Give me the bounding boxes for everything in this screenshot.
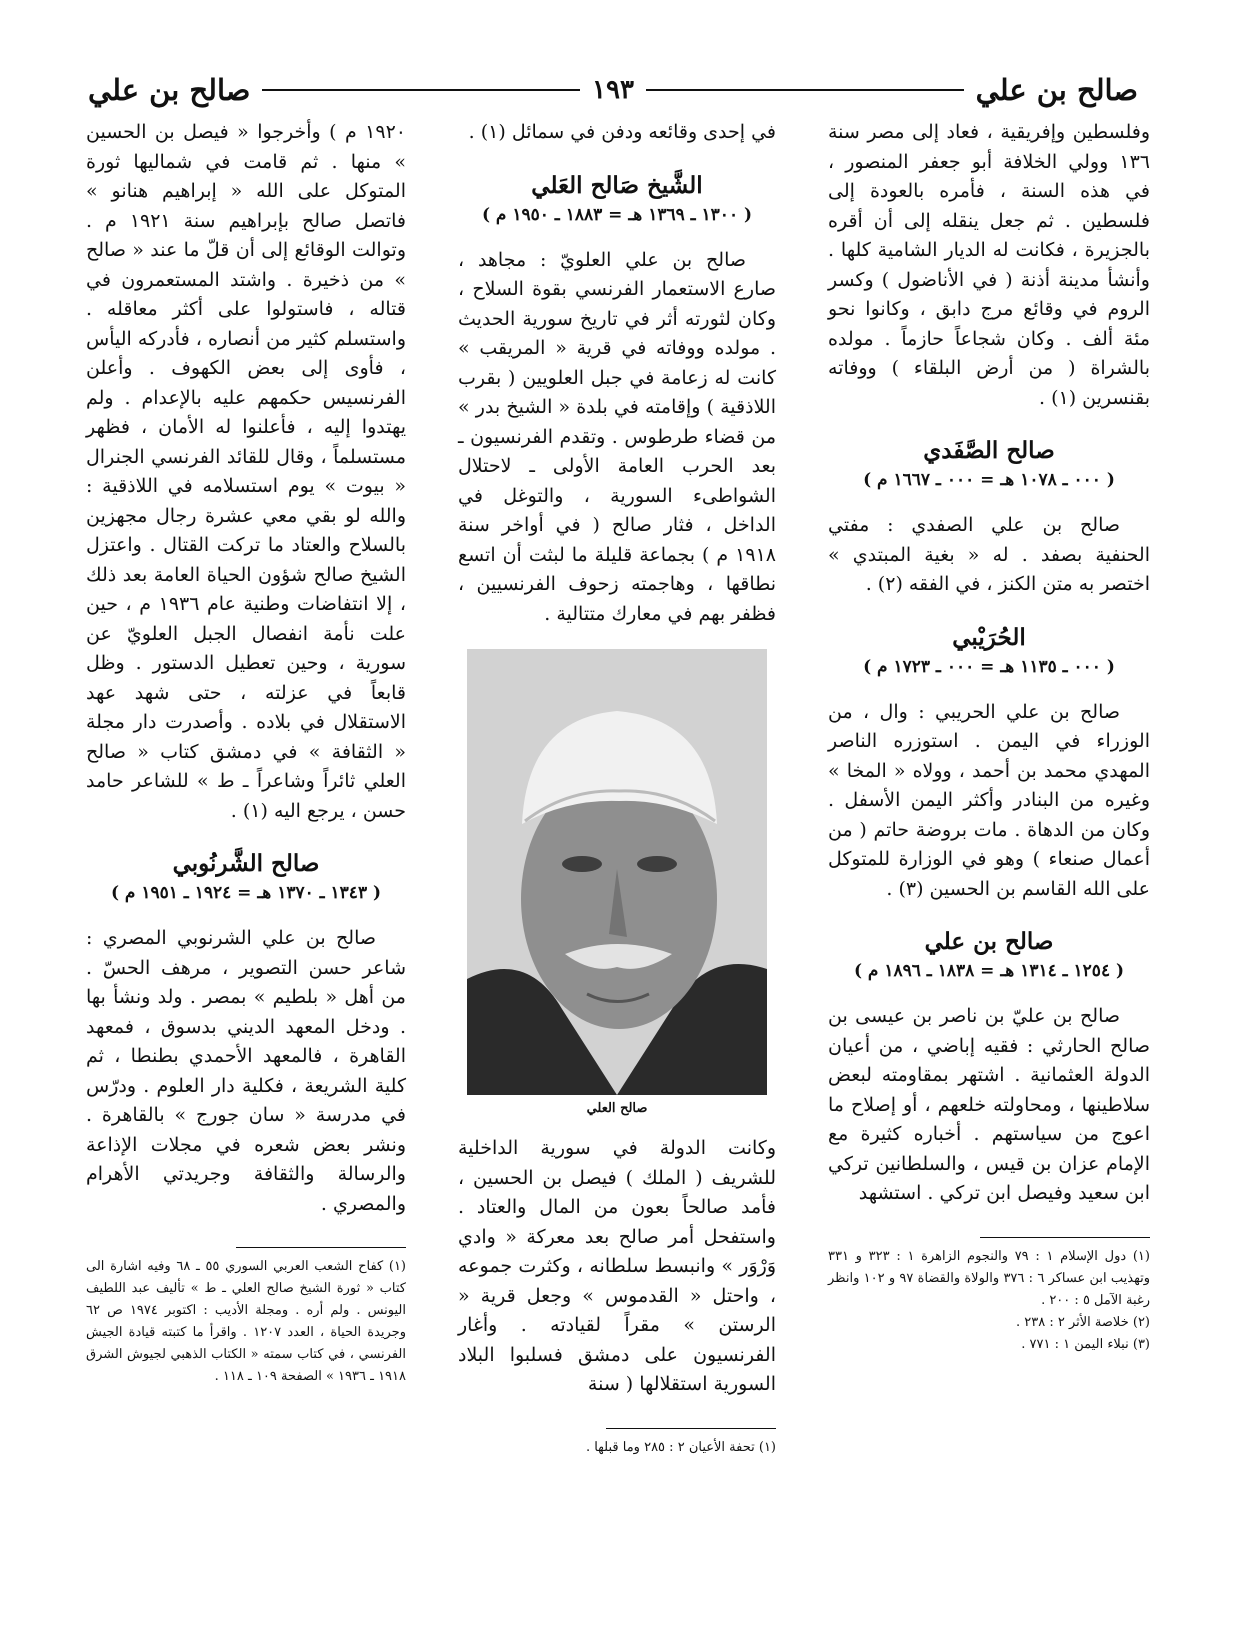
- entry-text: صالح بن علي العلويّ : مجاهد ، صارع الاستعمار الفرنسي بقوة السلاح ، وكان لثورته أثر في تاريخ سورية الحديث . مولده ووفاته في قرية « المريقب » كانت له زعامة في جبل العلويين ( بقرب اللاذقية ) وإقامته في بلدة « الشيخ بدر » من قضاء طرطوس . وتقدم الفرنسيون ـ بعد الحرب العامة الأولى ـ لاحتلال الشواطىء السورية ، والتوغل في الداخل ، فثار صالح ( في أواخر سنة ١٩١٨ م ) بجماعة قليلة ما لبثت أن اتسع نطاقها ، وهاجمته زحوف الفرنسيين ، فظفر بهم في معارك متتالية .: [458, 248, 776, 625]
- footnote: (٢) خلاصة الأثر ٢ : ٢٣٨ .: [1015, 1314, 1150, 1330]
- entry-heading: [828, 435, 1150, 493]
- entry-dates: ( ١٣٠٠ ـ ١٣٦٩ هـ = ١٨٨٣ ـ ١٩٥٠ م ): [481, 204, 753, 225]
- entry-text: صالح بن علي الحريبي : وال ، من الوزراء في اليمن . استوزره الناصر المهدي محمد بن أحمد ، وولاه « المخا » وغيره من البنادر وأكثر اليمن الأسفل . وكان من الدهاة . مات بروضة حاتم ( من أعمال صنعاء ) وهو في الوزارة للمتوكل على الله القاسم بن الحسين (٣) .: [828, 700, 1150, 900]
- entry-dates: ( ١٣٤٣ ـ ١٣٧٠ هـ = ١٩٢٤ ـ ١٩٥١ م ): [110, 883, 382, 903]
- entry-heading: [86, 848, 406, 906]
- entry-text: صالح بن عليّ بن ناصر بن عيسى بن صالح الحارثي : فقيه إباضي ، من أعيان الدولة العثمانية . اشتهر بمقاومته لبعض سلاطينها ، ومحاولته خلعهم ، أو إصلاح ما اعوج من سياستهم . أخباره كثيرة مع الإمام عزان بن قيس ، والسلطانين تركي ابن سعيد وفيصل ابن تركي . استشهد: [828, 1005, 1150, 1204]
- header-rule-right: [646, 89, 964, 91]
- entry-heading: [458, 170, 776, 228]
- running-header: [88, 70, 1138, 110]
- portrait-caption: صالح العلي: [586, 1101, 648, 1116]
- entry-name: صالح الصَّفَدي: [923, 437, 1055, 464]
- paragraph: وكانت الدولة في سورية الداخلية للشريف ( الملك ) فيصل بن الحسين ، فأمد صالحاً بعون من المال والعتاد . واستفحل أمر صالح بعد معركة « وادي وَرْوَر » وانبسط سلطانه ، وكثرت جموعه ، واحتل « القدموس » وجعل قرية « الرستن » مقراً لقيادته . وأغار الفرنسيون على دمشق فسلبوا البلاد السورية استقلالها ( سنة: [458, 1137, 776, 1395]
- entry-name: الحُرَيْبي: [952, 623, 1026, 651]
- portrait-figure: [467, 649, 767, 1116]
- footnote-rule: [236, 1247, 406, 1248]
- paragraph-continued: وفلسطين وإفريقية ، فعاد إلى مصر سنة ١٣٦ وولي الخلافة أبو جعفر المنصور ، في هذه السنة ، فأمره بالعودة إلى فلسطين . ثم جعل ينقله إلى أن أقره بالجزيرة ، فكانت له الديار الشامية كلها . وأنشأ مدينة أذنة ( في الأناضول ) وكسر الروم في وقائع مرج دابق ، وكانوا نحو مئة ألف . وكان شجاعاً حازماً . مولده بالشراة ( من أرض البلقاء ) ووفاته بقنسرين (١) .: [828, 121, 1150, 409]
- entry-name: الشَّيخ صَالح العَلي: [531, 171, 703, 199]
- entry-heading: [828, 622, 1150, 680]
- entry-heading: [828, 926, 1150, 984]
- header-title-left: صالح بن علي: [88, 73, 251, 107]
- footnote-rule: [606, 1428, 776, 1429]
- footnote: (١) تحفة الأعيان ٢ : ٢٨٥ وما قبلها .: [585, 1439, 776, 1455]
- entry-text: صالح بن علي الشرنوبي المصري : شاعر حسن التصوير ، مرهف الحسّ . من أهل « بلطيم » بمصر . ولد ونشأ بها . ودخل المعهد الديني بدسوق ، فمعهد القاهرة ، فالمعهد الأحمدي بطنطا ، ثم كلية الشريعة ، فكلية دار العلوم . ودرّس في مدرسة « سان جورج » بالقاهرة . ونشر بعض شعره في مجلات الإذاعة والرسالة والثقافة وجريدتي الأهرام والمصري .: [86, 927, 406, 1215]
- portrait-photo: [467, 649, 767, 1095]
- header-title-right: صالح بن علي: [975, 73, 1138, 107]
- header-rule-left: [262, 89, 580, 91]
- entry-dates: ( ٠٠٠ ـ ١٠٧٨ هـ = ٠٠٠ ـ ١٦٦٧ م ): [863, 470, 1115, 490]
- footnote: (١) دول الإسلام ١ : ٧٩ والنجوم الزاهرة ١ : ٣٢٣ و ٣٣١ وتهذيب ابن عساكر ٦ : ٣٧٦ والولاة والقضاة ٩٧ و ١٠٢ وانظر رغبة الآمل ٥ : ٢٠٠ .: [828, 1248, 1150, 1308]
- entry-name: صالح الشَّرنُوبي: [172, 850, 320, 877]
- paragraph-continued: ١٩٢٠ م ) وأخرجوا « فيصل بن الحسين » منها . ثم قامت في شماليها ثورة المتوكل على الله « إبراهيم هنانو » فاتصل صالح بإبراهيم سنة ١٩٢١ م . وتوالت الوقائع إلى أن قلّ ما عند « صالح » من ذخيرة . واشتد المستعمرون في قتاله ، فاستولوا على أكثر معاقله . واستسلم كثير من أنصاره ، فأدركه اليأس ، فأوى إلى بعض الكهوف . وأعلن الفرنسيس حكمهم عليه بالإعدام . ولم يهتدوا إليه ، فأعلنوا له الأمان ، فظهر مستسلماً ، وقال للقائد الفرنسي الجنرال « بيوت » يوم استسلامه في اللاذقية : والله لو بقي معي عشرة رجال مجهزين بالسلاح والعتاد ما تركت القتال . واعتزل الشيخ صالح شؤون الحياة العامة بعد ذلك ، إلا انتفاضات وطنية عام ١٩٣٦ م ، حين علت نأمة انفصال الجبل العلويّ عن سورية ، وحين تعطيل الدستور . وظل قابعاً في عزلته ، حتى شهد عهد الاستقلال في بلاده . وأصدرت دار مجلة « الثقافة » في دمشق كتاب « صالح العلي ثائراً وشاعراً ـ ط » للشاعر حامد حسن ، يرجع اليه (١) .: [86, 121, 406, 822]
- footnote-rule: [980, 1237, 1150, 1238]
- portrait-illustration: [467, 649, 767, 1095]
- column-right: [828, 118, 1150, 1356]
- entry-dates: ( ٠٠٠ ـ ١١٣٥ هـ = ٠٠٠ ـ ١٧٢٣ م ): [863, 656, 1115, 677]
- paragraph-continued: في إحدى وقائعه ودفن في سمائل (١) .: [468, 121, 776, 143]
- entry-text: صالح بن علي الصفدي : مفتي الحنفية بصفد . له « بغية المبتدي » اختصر به متن الكنز ، في الفقه (٢) .: [828, 514, 1150, 595]
- column-left: [86, 118, 406, 1388]
- footnote: (٣) نبلاء اليمن ١ : ٧٧١ .: [1021, 1336, 1150, 1352]
- footnote: (١) كفاح الشعب العربي السوري ٥٥ ـ ٦٨ وفيه اشارة الى كتاب « ثورة الشيخ صالح العلي ـ ط » تأليف عبد اللطيف اليونس . ولم أره . ومجلة الأديب : اكتوبر ١٩٧٤ ص ٦٢ وجريدة الحياة ، العدد ١٢٠٧ . واقرأ ما كتبته قيادة الجيش الفرنسي ، في كتاب سمته « الكتاب الذهبي لجيوش الشرق ١٩١٨ ـ ١٩٣٦ » الصفحة ١٠٩ ـ ١١٨ .: [86, 1259, 407, 1384]
- entry-dates: ( ١٢٥٤ ـ ١٣١٤ هـ = ١٨٣٨ ـ ١٨٩٦ م ): [853, 961, 1125, 981]
- column-middle: [458, 118, 776, 1459]
- entry-name: صالح بن علي: [924, 928, 1054, 955]
- page-number: ١٩٣: [592, 75, 634, 105]
